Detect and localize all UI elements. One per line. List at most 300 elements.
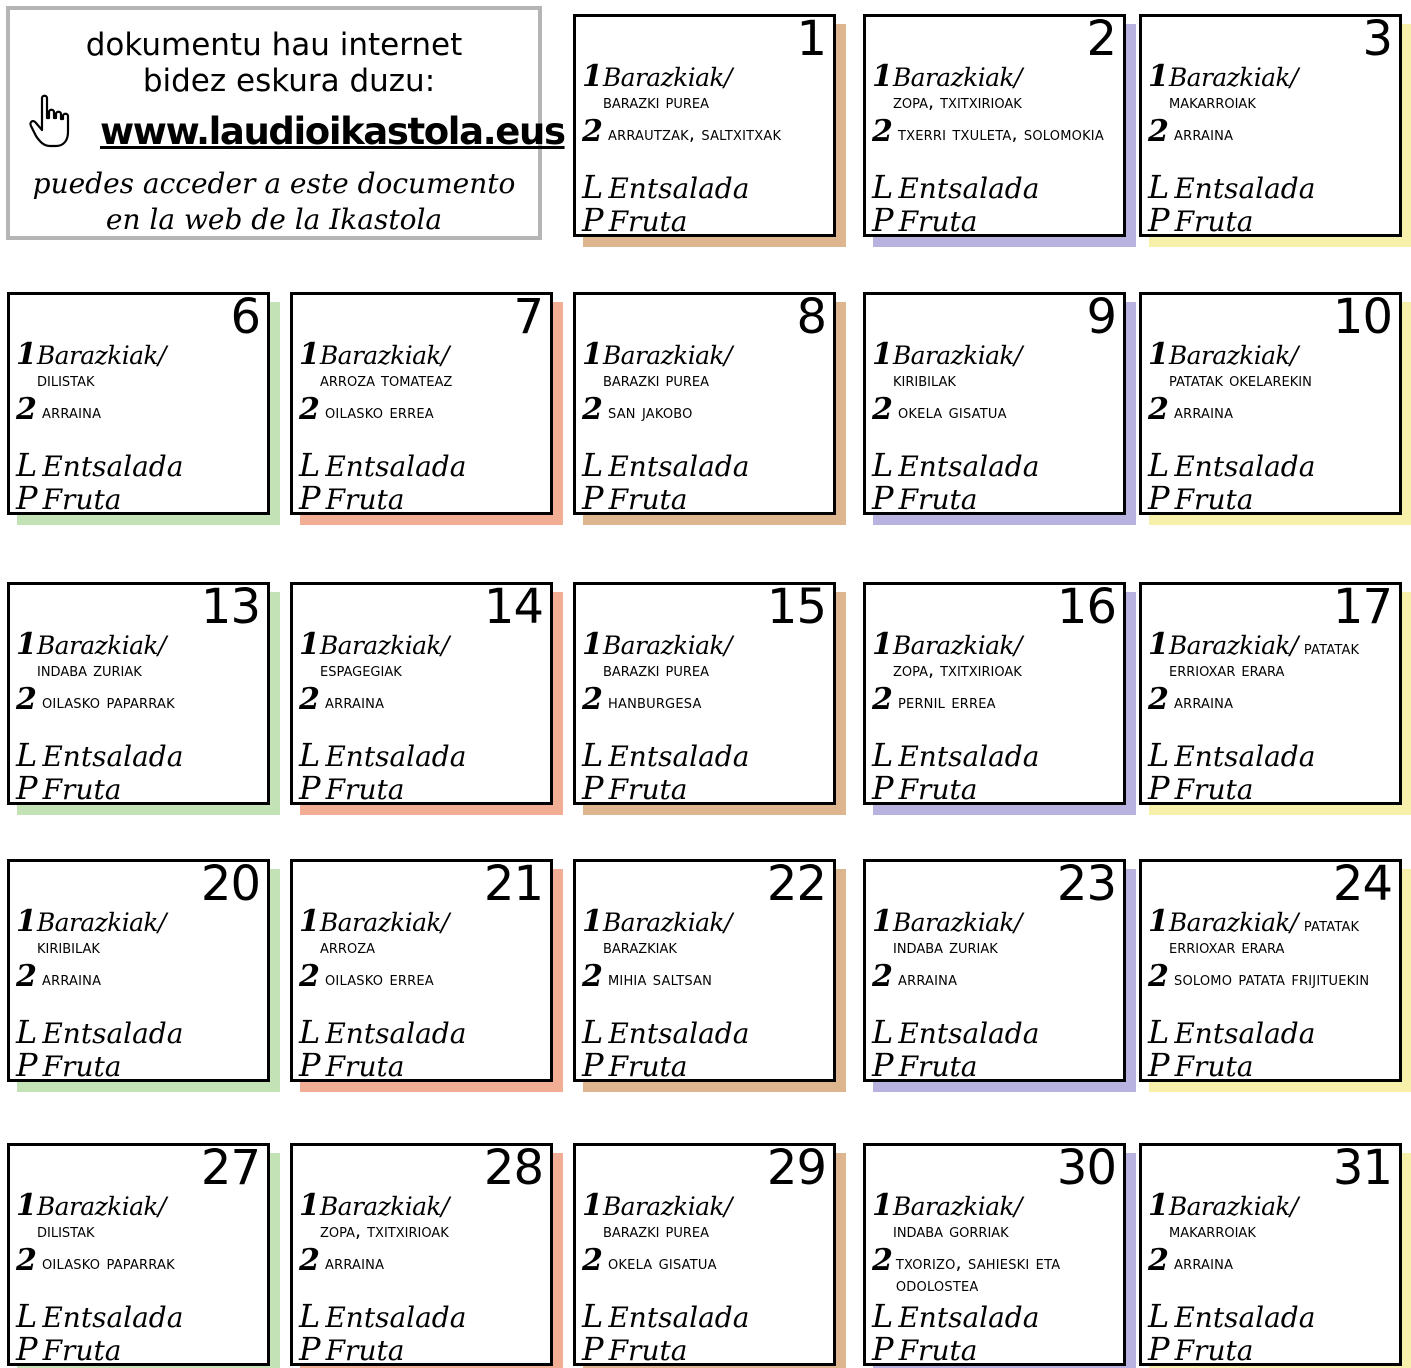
second-course-dish: arraina xyxy=(1174,1252,1234,1274)
fruit-label: Fruta xyxy=(325,483,405,516)
day-card-30 xyxy=(863,1140,1126,1368)
dessert-row xyxy=(16,479,265,517)
dessert-marker: P xyxy=(299,479,321,517)
second-course xyxy=(299,959,548,994)
salad-row xyxy=(872,1013,1121,1051)
fruit-label: Fruta xyxy=(898,483,978,516)
day-number: 23 xyxy=(1056,856,1116,912)
second-course-marker: 2 xyxy=(872,392,893,427)
dessert-marker: P xyxy=(1148,201,1170,239)
dessert-row xyxy=(299,1330,548,1368)
second-course-dish: arraina xyxy=(325,1252,385,1274)
first-course-dish: makarroiak xyxy=(1169,1220,1256,1242)
salad-row xyxy=(582,1297,831,1335)
second-course xyxy=(1148,682,1397,717)
dessert-marker: P xyxy=(299,769,321,807)
first-course-marker: 1 xyxy=(582,904,603,939)
dessert-marker: P xyxy=(1148,1330,1170,1368)
second-course-marker: 2 xyxy=(16,1243,37,1278)
second-course-dish: txorizo, sahieski eta odolostea xyxy=(895,1252,1061,1296)
vegetables-label: Barazkiak/ xyxy=(602,908,732,937)
first-course-marker: 1 xyxy=(582,59,603,94)
first-course-dish: indaba zuriak xyxy=(893,936,998,958)
second-course-marker: 2 xyxy=(1148,392,1169,427)
first-course-marker: 1 xyxy=(299,1188,320,1223)
first-course-dish-cont: errioxar erara xyxy=(1169,659,1285,681)
first-course-dish: dilistak xyxy=(37,1220,95,1242)
salad-row xyxy=(1148,736,1397,774)
salad-marker: L xyxy=(16,1297,38,1335)
dessert-marker: P xyxy=(872,1330,894,1368)
vegetables-label: Barazkiak/ xyxy=(1168,63,1298,92)
dessert-row xyxy=(872,201,1121,239)
info-line-2: bidez eskura duzu: xyxy=(142,63,436,99)
second-course xyxy=(299,1243,548,1278)
fruit-label: Fruta xyxy=(608,1050,688,1083)
fruit-label: Fruta xyxy=(325,1334,405,1367)
salad-row xyxy=(872,736,1121,774)
second-course-dish: arraina xyxy=(1174,123,1234,145)
dessert-marker: P xyxy=(16,1330,38,1368)
second-course-marker: 2 xyxy=(872,682,893,717)
salad-label: Entsalada xyxy=(1174,740,1316,773)
first-course-dish: patatak okelarekin xyxy=(1169,369,1312,391)
first-course-dish: barazki purea xyxy=(603,91,710,113)
second-course-dish: pernil errea xyxy=(898,691,996,713)
second-course-dish: okela gisatua xyxy=(898,401,1007,423)
day-card-7 xyxy=(290,289,553,517)
day-number: 14 xyxy=(483,579,543,635)
vegetables-label: Barazkiak/ xyxy=(1168,908,1298,937)
salad-label: Entsalada xyxy=(42,450,184,483)
salad-marker: L xyxy=(1148,1297,1170,1335)
second-course-dish: san jakobo xyxy=(608,401,693,423)
salad-row xyxy=(1148,1297,1397,1335)
dessert-row xyxy=(582,769,831,807)
salad-marker: L xyxy=(1148,1013,1170,1051)
second-course-marker: 2 xyxy=(582,682,603,717)
salad-marker: L xyxy=(872,736,894,774)
day-card-15 xyxy=(573,579,836,807)
salad-row xyxy=(582,736,831,774)
salad-label: Entsalada xyxy=(325,740,467,773)
second-course-dish: arraina xyxy=(325,691,385,713)
info-spanish-text xyxy=(10,166,538,238)
second-course xyxy=(1148,1243,1397,1278)
fruit-label: Fruta xyxy=(1174,205,1254,238)
salad-row xyxy=(1148,168,1397,206)
salad-row xyxy=(582,446,831,484)
day-number: 17 xyxy=(1332,579,1392,635)
fruit-label: Fruta xyxy=(608,1334,688,1367)
fruit-label: Fruta xyxy=(898,205,978,238)
second-course-dish: arraina xyxy=(898,968,958,990)
dessert-row xyxy=(1148,1046,1397,1084)
dessert-row xyxy=(299,479,548,517)
day-card-3 xyxy=(1139,11,1402,239)
dessert-row xyxy=(582,479,831,517)
first-course-marker: 1 xyxy=(299,627,320,662)
day-card-17 xyxy=(1139,579,1402,807)
first-course-marker: 1 xyxy=(582,337,603,372)
first-course xyxy=(872,337,1121,372)
salad-label: Entsalada xyxy=(325,1017,467,1050)
second-course-dish: okela gisatua xyxy=(608,1252,717,1274)
salad-row xyxy=(1148,446,1397,484)
first-course-marker: 1 xyxy=(1148,59,1169,94)
second-course-marker: 2 xyxy=(872,1243,893,1278)
day-number: 21 xyxy=(483,856,543,912)
day-card-14 xyxy=(290,579,553,807)
second-course-marker: 2 xyxy=(16,959,37,994)
second-course xyxy=(872,1243,1121,1296)
salad-marker: L xyxy=(16,736,38,774)
fruit-label: Fruta xyxy=(1174,1334,1254,1367)
salad-label: Entsalada xyxy=(325,1301,467,1334)
day-number: 8 xyxy=(796,289,826,345)
first-course-marker: 1 xyxy=(872,627,893,662)
salad-marker: L xyxy=(582,1297,604,1335)
day-card-23 xyxy=(863,856,1126,1084)
second-course-dish: mihia saltsan xyxy=(608,968,713,990)
second-course-dish: oilasko errea xyxy=(325,968,434,990)
vegetables-label: Barazkiak/ xyxy=(319,631,449,660)
salad-row xyxy=(16,736,265,774)
first-course-marker: 1 xyxy=(16,627,37,662)
second-course-marker: 2 xyxy=(299,682,320,717)
fruit-label: Fruta xyxy=(1174,483,1254,516)
fruit-label: Fruta xyxy=(898,1050,978,1083)
first-course-dish: barazki purea xyxy=(603,659,710,681)
second-course xyxy=(1148,114,1397,149)
vegetables-label: Barazkiak/ xyxy=(1168,631,1298,660)
day-number: 28 xyxy=(483,1140,543,1196)
vegetables-label: Barazkiak/ xyxy=(36,341,166,370)
salad-label: Entsalada xyxy=(608,1017,750,1050)
second-course-marker: 2 xyxy=(582,959,603,994)
salad-row xyxy=(582,1013,831,1051)
dessert-row xyxy=(1148,769,1397,807)
vegetables-label: Barazkiak/ xyxy=(319,341,449,370)
fruit-label: Fruta xyxy=(325,1050,405,1083)
website-link[interactable]: www.laudioikastola.eus xyxy=(100,110,565,153)
second-course-dish: arraina xyxy=(1174,401,1234,423)
info-spanish-line-1: puedes acceder a este documento xyxy=(32,167,516,200)
vegetables-label: Barazkiak/ xyxy=(892,1192,1022,1221)
second-course xyxy=(582,114,831,149)
fruit-label: Fruta xyxy=(898,1334,978,1367)
vegetables-label: Barazkiak/ xyxy=(892,63,1022,92)
salad-label: Entsalada xyxy=(42,1017,184,1050)
dessert-row xyxy=(16,1330,265,1368)
dessert-row xyxy=(299,1046,548,1084)
fruit-label: Fruta xyxy=(42,1334,122,1367)
day-card-21 xyxy=(290,856,553,1084)
fruit-label: Fruta xyxy=(608,773,688,806)
salad-label: Entsalada xyxy=(898,1301,1040,1334)
second-course xyxy=(582,959,831,994)
first-course xyxy=(1148,59,1397,94)
dessert-marker: P xyxy=(16,1046,38,1084)
dessert-row xyxy=(299,769,548,807)
salad-marker: L xyxy=(872,1013,894,1051)
second-course xyxy=(582,1243,831,1278)
second-course xyxy=(1148,959,1397,994)
first-course xyxy=(299,627,548,662)
first-course xyxy=(582,59,831,94)
day-number: 31 xyxy=(1332,1140,1392,1196)
salad-marker: L xyxy=(16,446,38,484)
salad-row xyxy=(1148,1013,1397,1051)
first-course xyxy=(299,1188,548,1223)
second-course xyxy=(872,682,1121,717)
second-course-dish: arraina xyxy=(1174,691,1234,713)
second-course xyxy=(872,959,1121,994)
first-course-dish: zopa, txitxirioak xyxy=(893,659,1022,681)
day-number: 15 xyxy=(766,579,826,635)
salad-label: Entsalada xyxy=(898,740,1040,773)
first-course-dish: dilistak xyxy=(37,369,95,391)
first-course-dish: patatak xyxy=(1303,637,1360,659)
salad-row xyxy=(16,1297,265,1335)
dessert-row xyxy=(1148,201,1397,239)
salad-label: Entsalada xyxy=(42,1301,184,1334)
second-course xyxy=(16,959,265,994)
first-course xyxy=(872,627,1121,662)
second-course xyxy=(872,392,1121,427)
first-course-dish: zopa, txitxirioak xyxy=(320,1220,449,1242)
fruit-label: Fruta xyxy=(608,205,688,238)
day-card-16 xyxy=(863,579,1126,807)
first-course-dish: indaba zuriak xyxy=(37,659,142,681)
first-course-dish: makarroiak xyxy=(1169,91,1256,113)
second-course-marker: 2 xyxy=(872,959,893,994)
day-number: 16 xyxy=(1056,579,1116,635)
dessert-marker: P xyxy=(872,1046,894,1084)
first-course-dish: barazki purea xyxy=(603,369,710,391)
dessert-marker: P xyxy=(872,201,894,239)
dessert-marker: P xyxy=(872,479,894,517)
first-course-dish: zopa, txitxirioak xyxy=(893,91,1022,113)
first-course-marker: 1 xyxy=(1148,904,1169,939)
second-course-marker: 2 xyxy=(582,392,603,427)
info-spanish-line-2: en la web de la Ikastola xyxy=(105,203,443,236)
first-course-marker: 1 xyxy=(582,627,603,662)
salad-row xyxy=(872,168,1121,206)
second-course xyxy=(16,1243,265,1278)
salad-marker: L xyxy=(872,1297,894,1335)
salad-marker: L xyxy=(1148,736,1170,774)
day-number: 13 xyxy=(200,579,260,635)
day-number: 29 xyxy=(766,1140,826,1196)
first-course xyxy=(299,904,548,939)
first-course xyxy=(872,59,1121,94)
vegetables-label: Barazkiak/ xyxy=(892,341,1022,370)
dessert-marker: P xyxy=(582,479,604,517)
salad-row xyxy=(872,1297,1121,1335)
fruit-label: Fruta xyxy=(1174,1050,1254,1083)
second-course-dish: solomo patata frijituekin xyxy=(1174,968,1370,990)
salad-row xyxy=(872,446,1121,484)
day-number: 10 xyxy=(1332,289,1392,345)
day-card-10 xyxy=(1139,289,1402,517)
first-course-marker: 1 xyxy=(1148,627,1169,662)
second-course-marker: 2 xyxy=(1148,1243,1169,1278)
day-number: 1 xyxy=(796,11,826,67)
salad-marker: L xyxy=(299,1013,321,1051)
day-card-13 xyxy=(7,579,270,807)
first-course-marker: 1 xyxy=(1148,1188,1169,1223)
salad-marker: L xyxy=(582,736,604,774)
first-course-marker: 1 xyxy=(299,904,320,939)
vegetables-label: Barazkiak/ xyxy=(602,341,732,370)
day-card-20 xyxy=(7,856,270,1084)
vegetables-label: Barazkiak/ xyxy=(602,1192,732,1221)
first-course xyxy=(16,1188,265,1223)
salad-marker: L xyxy=(1148,168,1170,206)
salad-label: Entsalada xyxy=(1174,1017,1316,1050)
first-course-dish: kiribilak xyxy=(893,369,956,391)
day-number: 24 xyxy=(1332,856,1392,912)
day-card-27 xyxy=(7,1140,270,1368)
salad-row xyxy=(16,446,265,484)
second-course-marker: 2 xyxy=(1148,959,1169,994)
first-course xyxy=(872,1188,1121,1223)
salad-marker: L xyxy=(872,446,894,484)
salad-row xyxy=(299,446,548,484)
first-course-marker: 1 xyxy=(872,904,893,939)
dessert-marker: P xyxy=(582,769,604,807)
second-course-marker: 2 xyxy=(16,392,37,427)
dessert-row xyxy=(872,769,1121,807)
second-course xyxy=(872,114,1121,149)
salad-row xyxy=(299,1297,548,1335)
first-course-dish: espagegiak xyxy=(320,659,402,681)
second-course-dish: arrautzak, saltxitxak xyxy=(608,123,782,145)
salad-marker: L xyxy=(582,446,604,484)
second-course xyxy=(299,682,548,717)
fruit-label: Fruta xyxy=(1174,773,1254,806)
fruit-label: Fruta xyxy=(898,773,978,806)
vegetables-label: Barazkiak/ xyxy=(36,908,166,937)
dessert-marker: P xyxy=(582,201,604,239)
first-course xyxy=(16,904,265,939)
salad-marker: L xyxy=(299,1297,321,1335)
first-course-marker: 1 xyxy=(872,337,893,372)
second-course-marker: 2 xyxy=(299,959,320,994)
first-course-marker: 1 xyxy=(299,337,320,372)
day-number: 6 xyxy=(230,289,260,345)
first-course xyxy=(1148,1188,1397,1223)
second-course-marker: 2 xyxy=(582,114,603,149)
first-course-marker: 1 xyxy=(872,59,893,94)
second-course-marker: 2 xyxy=(16,682,37,717)
day-number: 7 xyxy=(513,289,543,345)
dessert-row xyxy=(582,1046,831,1084)
day-number: 30 xyxy=(1056,1140,1116,1196)
day-card-31 xyxy=(1139,1140,1402,1368)
second-course xyxy=(16,392,265,427)
salad-label: Entsalada xyxy=(325,450,467,483)
first-course-dish: indaba gorriak xyxy=(893,1220,1009,1242)
salad-label: Entsalada xyxy=(1174,1301,1316,1334)
first-course-marker: 1 xyxy=(1148,337,1169,372)
day-card-6 xyxy=(7,289,270,517)
salad-label: Entsalada xyxy=(898,1017,1040,1050)
salad-label: Entsalada xyxy=(898,172,1040,205)
second-course xyxy=(582,682,831,717)
dessert-row xyxy=(1148,479,1397,517)
dessert-row xyxy=(1148,1330,1397,1368)
vegetables-label: Barazkiak/ xyxy=(892,908,1022,937)
second-course-dish: oilasko errea xyxy=(325,401,434,423)
salad-row xyxy=(16,1013,265,1051)
salad-label: Entsalada xyxy=(608,1301,750,1334)
day-card-9 xyxy=(863,289,1126,517)
first-course-dish: kiribilak xyxy=(37,936,100,958)
salad-row xyxy=(582,168,831,206)
dessert-marker: P xyxy=(872,769,894,807)
salad-marker: L xyxy=(582,1013,604,1051)
salad-label: Entsalada xyxy=(608,740,750,773)
dessert-row xyxy=(582,1330,831,1368)
dessert-row xyxy=(872,479,1121,517)
second-course xyxy=(582,392,831,427)
second-course-marker: 2 xyxy=(872,114,893,149)
first-course xyxy=(582,904,831,939)
website-info-box xyxy=(6,6,565,240)
salad-row xyxy=(299,1013,548,1051)
first-course xyxy=(582,1188,831,1223)
vegetables-label: Barazkiak/ xyxy=(1168,341,1298,370)
salad-label: Entsalada xyxy=(608,172,750,205)
salad-marker: L xyxy=(582,168,604,206)
day-number: 20 xyxy=(200,856,260,912)
vegetables-label: Barazkiak/ xyxy=(319,908,449,937)
dessert-marker: P xyxy=(16,769,38,807)
dessert-row xyxy=(872,1046,1121,1084)
second-course-dish: oilasko paparrak xyxy=(42,1252,175,1274)
vegetables-label: Barazkiak/ xyxy=(319,1192,449,1221)
salad-label: Entsalada xyxy=(1174,172,1316,205)
day-number: 2 xyxy=(1086,11,1116,67)
day-card-2 xyxy=(863,11,1126,239)
day-card-8 xyxy=(573,289,836,517)
fruit-label: Fruta xyxy=(325,773,405,806)
fruit-label: Fruta xyxy=(42,773,122,806)
second-course-dish: arraina xyxy=(42,401,102,423)
day-card-24 xyxy=(1139,856,1402,1084)
first-course-marker: 1 xyxy=(16,904,37,939)
day-card-29 xyxy=(573,1140,836,1368)
fruit-label: Fruta xyxy=(42,483,122,516)
day-card-22 xyxy=(573,856,836,1084)
first-course xyxy=(1148,627,1397,662)
day-number: 3 xyxy=(1362,11,1392,67)
dessert-row xyxy=(872,1330,1121,1368)
second-course-marker: 2 xyxy=(582,1243,603,1278)
first-course xyxy=(16,337,265,372)
first-course xyxy=(1148,337,1397,372)
first-course-marker: 1 xyxy=(872,1188,893,1223)
first-course-dish: barazkiak xyxy=(603,936,677,958)
first-course xyxy=(872,904,1121,939)
first-course xyxy=(582,627,831,662)
second-course-dish: hanburgesa xyxy=(608,691,702,713)
second-course-marker: 2 xyxy=(299,1243,320,1278)
second-course xyxy=(16,682,265,717)
vegetables-label: Barazkiak/ xyxy=(1168,1192,1298,1221)
